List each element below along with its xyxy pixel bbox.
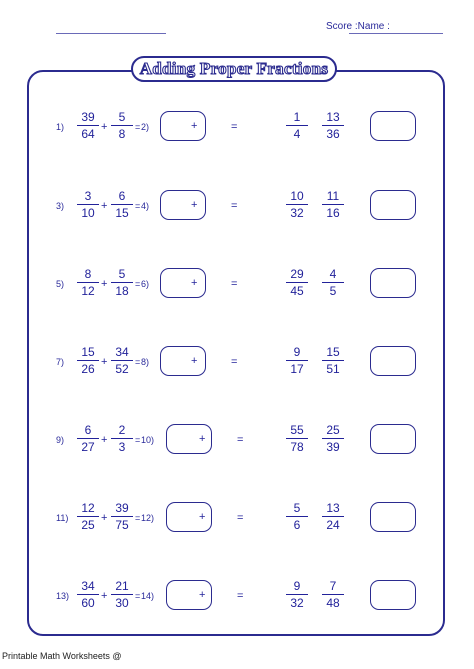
numerator: 5	[118, 267, 126, 281]
equals-sign: =	[135, 122, 141, 132]
fraction-bar	[286, 204, 308, 205]
equals-sign: =	[135, 513, 141, 523]
box-plus-sign: +	[191, 120, 198, 132]
problem-number: 4)	[141, 201, 150, 211]
problem-number: 13)	[56, 591, 70, 601]
score-underline	[349, 33, 443, 34]
fraction-bar	[77, 594, 99, 595]
numerator: 6	[84, 423, 92, 437]
plus-sign: +	[101, 434, 108, 446]
numerator: 8	[84, 267, 92, 281]
problem-number: 10)	[141, 435, 155, 445]
numerator: 34	[115, 345, 129, 359]
second-addend-fraction	[111, 501, 133, 532]
denominator: 32	[290, 206, 304, 220]
first-addend-fraction	[77, 501, 99, 532]
denominator: 52	[115, 362, 129, 376]
answer-box[interactable]	[370, 502, 416, 532]
second-fraction	[322, 267, 344, 298]
second-addend-fraction	[111, 579, 133, 610]
second-addend-fraction	[111, 110, 133, 141]
fraction-bar	[77, 360, 99, 361]
numerator: 13	[326, 110, 340, 124]
fraction-bar	[111, 125, 133, 126]
answer-box[interactable]	[160, 190, 206, 220]
second-addend-fraction	[111, 423, 133, 454]
second-fraction	[322, 189, 344, 220]
answer-box[interactable]	[160, 346, 206, 376]
denominator: 32	[290, 596, 304, 610]
numerator: 1	[293, 110, 301, 124]
fraction-bar	[111, 438, 133, 439]
answer-box[interactable]	[370, 424, 416, 454]
equals-sign: =	[135, 357, 141, 367]
fraction-bar	[322, 438, 344, 439]
fraction-bar	[322, 594, 344, 595]
problem-row	[0, 423, 474, 463]
fraction-bar	[77, 204, 99, 205]
fraction-bar	[77, 438, 99, 439]
problem-row	[0, 110, 474, 150]
problem-number: 6)	[141, 279, 150, 289]
box-plus-sign: +	[191, 277, 198, 289]
equals-sign: =	[231, 121, 238, 133]
numerator: 34	[81, 579, 95, 593]
numerator: 5	[118, 110, 126, 124]
plus-sign: +	[101, 512, 108, 524]
answer-box[interactable]	[370, 268, 416, 298]
problem-number: 14)	[141, 591, 155, 601]
problem-number: 11)	[56, 513, 69, 523]
problem-number: 3)	[56, 201, 65, 211]
answer-box[interactable]	[370, 111, 416, 141]
problem-row	[0, 501, 474, 541]
plus-sign: +	[101, 121, 108, 133]
fraction-bar	[286, 125, 308, 126]
denominator: 45	[290, 284, 304, 298]
plus-sign: +	[101, 590, 108, 602]
second-addend-fraction	[111, 189, 133, 220]
numerator: 9	[293, 345, 301, 359]
second-addend-fraction	[111, 267, 133, 298]
answer-box[interactable]	[370, 346, 416, 376]
box-plus-sign: +	[199, 589, 206, 601]
equals-sign: =	[135, 201, 141, 211]
denominator: 25	[81, 518, 95, 532]
denominator: 39	[326, 440, 340, 454]
denominator: 3	[118, 440, 126, 454]
fraction-bar	[322, 282, 344, 283]
problem-row	[0, 579, 474, 619]
denominator: 48	[326, 596, 340, 610]
equals-sign: =	[231, 278, 238, 290]
fraction-bar	[111, 204, 133, 205]
answer-box[interactable]	[370, 580, 416, 610]
worksheet-title: Adding Proper Fractions	[139, 59, 329, 78]
equals-sign: =	[135, 435, 141, 445]
denominator: 30	[115, 596, 129, 610]
answer-box[interactable]	[166, 580, 212, 610]
numerator: 13	[326, 501, 340, 515]
numerator: 39	[81, 110, 95, 124]
numerator: 21	[115, 579, 129, 593]
first-fraction	[286, 345, 308, 376]
fraction-bar	[77, 516, 99, 517]
numerator: 7	[329, 579, 337, 593]
plus-sign: +	[101, 356, 108, 368]
denominator: 26	[81, 362, 95, 376]
fraction-bar	[286, 516, 308, 517]
denominator: 27	[81, 440, 95, 454]
box-plus-sign: +	[199, 511, 206, 523]
equals-sign: =	[237, 512, 244, 524]
name-underline	[56, 33, 166, 34]
numerator: 39	[115, 501, 129, 515]
plus-sign: +	[101, 200, 108, 212]
first-fraction	[286, 189, 308, 220]
fraction-bar	[322, 360, 344, 361]
denominator: 8	[118, 127, 126, 141]
first-addend-fraction	[77, 110, 99, 141]
numerator: 9	[293, 579, 301, 593]
denominator: 4	[293, 127, 301, 141]
problem-number: 9)	[56, 435, 65, 445]
numerator: 25	[326, 423, 340, 437]
problem-number: 7)	[56, 357, 65, 367]
first-fraction	[286, 423, 308, 454]
denominator: 16	[326, 206, 340, 220]
first-addend-fraction	[77, 189, 99, 220]
problem-number: 5)	[56, 279, 65, 289]
fraction-bar	[322, 125, 344, 126]
fraction-bar	[111, 516, 133, 517]
equals-sign: =	[231, 356, 238, 368]
problem-number: 2)	[141, 122, 150, 132]
equals-sign: =	[231, 200, 238, 212]
second-fraction	[322, 501, 344, 532]
plus-sign: +	[101, 278, 108, 290]
numerator: 3	[84, 189, 92, 203]
first-addend-fraction	[77, 579, 99, 610]
numerator: 5	[293, 501, 301, 515]
denominator: 5	[329, 284, 337, 298]
denominator: 75	[115, 518, 129, 532]
problem-row	[0, 267, 474, 307]
numerator: 11	[326, 189, 340, 203]
fraction-bar	[286, 438, 308, 439]
second-fraction	[322, 110, 344, 141]
fraction-bar	[286, 594, 308, 595]
denominator: 10	[81, 206, 95, 220]
equals-sign: =	[237, 590, 244, 602]
denominator: 51	[326, 362, 340, 376]
problem-number: 1)	[56, 122, 65, 132]
answer-box[interactable]	[166, 424, 212, 454]
answer-box[interactable]	[370, 190, 416, 220]
numerator: 15	[326, 345, 340, 359]
fraction-bar	[111, 282, 133, 283]
numerator: 55	[290, 423, 304, 437]
fraction-bar	[77, 125, 99, 126]
numerator: 2	[118, 423, 126, 437]
second-fraction	[322, 423, 344, 454]
denominator: 6	[293, 518, 301, 532]
first-addend-fraction	[77, 423, 99, 454]
fraction-bar	[111, 360, 133, 361]
first-fraction	[286, 110, 308, 141]
answer-box[interactable]	[166, 502, 212, 532]
first-fraction	[286, 579, 308, 610]
problem-number: 12)	[141, 513, 155, 523]
second-fraction	[322, 579, 344, 610]
numerator: 4	[329, 267, 337, 281]
fraction-bar	[322, 204, 344, 205]
box-plus-sign: +	[191, 199, 198, 211]
numerator: 12	[81, 501, 95, 515]
numerator: 15	[81, 345, 95, 359]
first-addend-fraction	[77, 345, 99, 376]
denominator: 12	[81, 284, 95, 298]
box-plus-sign: +	[191, 355, 198, 367]
second-addend-fraction	[111, 345, 133, 376]
equals-sign: =	[237, 434, 244, 446]
answer-box[interactable]	[160, 111, 206, 141]
denominator: 17	[290, 362, 304, 376]
fraction-bar	[111, 594, 133, 595]
answer-box[interactable]	[160, 268, 206, 298]
score-name-label: Score :Name :	[326, 21, 390, 32]
fraction-bar	[77, 282, 99, 283]
problem-row	[0, 345, 474, 385]
fraction-bar	[286, 360, 308, 361]
problem-row	[0, 189, 474, 229]
second-fraction	[322, 345, 344, 376]
numerator: 29	[290, 267, 304, 281]
problem-number: 8)	[141, 357, 150, 367]
fraction-bar	[322, 516, 344, 517]
denominator: 78	[290, 440, 304, 454]
denominator: 60	[81, 596, 95, 610]
title-banner	[131, 56, 337, 82]
numerator: 6	[118, 189, 126, 203]
box-plus-sign: +	[199, 433, 206, 445]
equals-sign: =	[135, 591, 141, 601]
first-addend-fraction	[77, 267, 99, 298]
footer-credit: Printable Math Worksheets @	[2, 651, 122, 661]
denominator: 24	[326, 518, 340, 532]
denominator: 18	[115, 284, 129, 298]
denominator: 15	[115, 206, 129, 220]
numerator: 10	[290, 189, 304, 203]
first-fraction	[286, 267, 308, 298]
denominator: 64	[81, 127, 95, 141]
equals-sign: =	[135, 279, 141, 289]
denominator: 36	[326, 127, 340, 141]
fraction-bar	[286, 282, 308, 283]
first-fraction	[286, 501, 308, 532]
